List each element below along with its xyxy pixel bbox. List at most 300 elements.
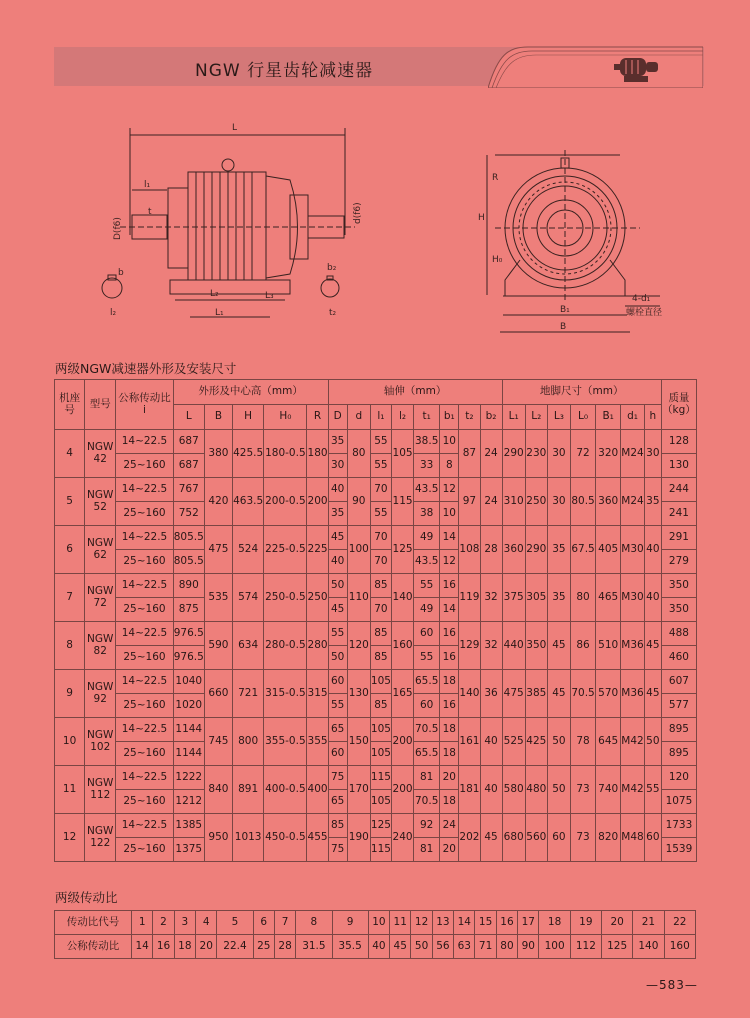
cell-L: 687 <box>173 454 204 478</box>
cell-l1: 70 <box>370 550 391 574</box>
main-section-title: 两级NGW减速器外形及安装尺寸 <box>55 361 237 376</box>
cell-mass: 895 <box>661 718 696 742</box>
cell-l1: 105 <box>370 790 391 814</box>
cell-L2: 425 <box>525 718 547 766</box>
cell-model: NGW 102 <box>85 718 116 766</box>
col-header: D <box>328 405 347 430</box>
cell-H0: 400-0.5 <box>264 766 307 814</box>
cell-mass: 291 <box>661 526 696 550</box>
cell-b1: 10 <box>440 430 459 454</box>
cell-l1: 115 <box>370 766 391 790</box>
cell-ratio: 14~22.5 <box>116 670 173 694</box>
cell-b2: 36 <box>480 670 502 718</box>
cell-d: 120 <box>347 622 370 670</box>
header-foot: 地脚尺寸（mm） <box>502 380 661 405</box>
label-L2: L₂ <box>210 289 219 299</box>
cell-mass: 1539 <box>661 838 696 862</box>
cell-t2: 108 <box>459 526 480 574</box>
cell-mass: 488 <box>661 622 696 646</box>
ratio-value-cell: 50 <box>411 935 432 959</box>
cell-B1: 320 <box>596 430 621 478</box>
cell-mass: 460 <box>661 646 696 670</box>
cell-l2: 200 <box>392 718 414 766</box>
cell-h: 40 <box>644 526 661 574</box>
table-row <box>55 430 697 454</box>
cell-L1: 475 <box>502 670 525 718</box>
cell-H0: 280-0.5 <box>264 622 307 670</box>
cell-l2: 200 <box>392 766 414 814</box>
ratio-code-cell: 5 <box>217 911 253 935</box>
label-t2: t₂ <box>329 308 337 318</box>
cell-b2: 32 <box>480 622 502 670</box>
cell-L: 805.5 <box>173 526 204 550</box>
cell-b1: 16 <box>440 622 459 646</box>
cell-l1: 55 <box>370 454 391 478</box>
cell-L3: 50 <box>547 766 570 814</box>
cell-L: 976.5 <box>173 622 204 646</box>
label-d1: 4-d₁ <box>632 294 651 304</box>
cell-ratio: 14~22.5 <box>116 718 173 742</box>
cell-mass: 577 <box>661 694 696 718</box>
cell-D: 50 <box>328 574 347 598</box>
cell-t1: 33 <box>414 454 440 478</box>
cell-frame: 5 <box>55 478 85 526</box>
cell-b1: 20 <box>440 766 459 790</box>
cell-H0: 200-0.5 <box>264 478 307 526</box>
cell-frame: 11 <box>55 766 85 814</box>
cell-t1: 43.5 <box>414 550 440 574</box>
cell-h: 30 <box>644 430 661 478</box>
cell-l2: 115 <box>392 478 414 526</box>
cell-l1: 70 <box>370 526 391 550</box>
cell-frame: 8 <box>55 622 85 670</box>
header-mass: 质量 （kg） <box>661 380 696 430</box>
cell-R: 355 <box>307 718 328 766</box>
ratio-row2-label: 公称传动比 <box>55 935 132 959</box>
cell-ratio: 14~22.5 <box>116 430 173 454</box>
cell-model: NGW 112 <box>85 766 116 814</box>
cell-mass: 895 <box>661 742 696 766</box>
cell-R: 250 <box>307 574 328 622</box>
ratio-code-cell: 9 <box>332 911 368 935</box>
cell-L3: 50 <box>547 718 570 766</box>
ratio-code-cell: 7 <box>274 911 295 935</box>
cell-D: 45 <box>328 526 347 550</box>
label-bolt: 螺栓直径 <box>626 308 663 318</box>
reducer-logo-icon <box>612 48 662 86</box>
table-row <box>55 526 697 550</box>
ratio-code-cell: 11 <box>390 911 411 935</box>
label-L: L <box>232 123 238 133</box>
ratio-value-cell: 18 <box>174 935 195 959</box>
cell-h: 35 <box>644 478 661 526</box>
cell-L: 752 <box>173 502 204 526</box>
cell-b2: 45 <box>480 814 502 862</box>
cell-l1: 70 <box>370 478 391 502</box>
cell-d1: M30 <box>621 574 645 622</box>
cell-d: 110 <box>347 574 370 622</box>
cell-mass: 350 <box>661 574 696 598</box>
cell-L: 976.5 <box>173 646 204 670</box>
cell-h: 55 <box>644 766 661 814</box>
ratio-section-title: 两级传动比 <box>55 890 118 905</box>
cell-H0: 450-0.5 <box>264 814 307 862</box>
ratio-value-cell: 56 <box>432 935 453 959</box>
cell-h: 45 <box>644 670 661 718</box>
ratio-code-cell: 14 <box>454 911 475 935</box>
ratio-code-cell: 3 <box>174 911 195 935</box>
ratio-table <box>54 910 696 959</box>
table-row <box>55 766 697 790</box>
cell-L0: 86 <box>570 622 595 670</box>
cell-b2: 32 <box>480 574 502 622</box>
ratio-code-cell: 22 <box>664 911 695 935</box>
cell-t1: 60 <box>414 694 440 718</box>
cell-L3: 45 <box>547 670 570 718</box>
ratio-code-cell: 1 <box>132 911 153 935</box>
cell-mass: 1075 <box>661 790 696 814</box>
cell-t2: 161 <box>459 718 480 766</box>
cell-L1: 440 <box>502 622 525 670</box>
cell-L1: 375 <box>502 574 525 622</box>
cell-L3: 30 <box>547 430 570 478</box>
ratio-value-cell: 112 <box>570 935 601 959</box>
ratio-row-value <box>55 935 696 959</box>
cell-model: NGW 72 <box>85 574 116 622</box>
cell-frame: 7 <box>55 574 85 622</box>
cell-t1: 55 <box>414 646 440 670</box>
ratio-code-cell: 17 <box>518 911 539 935</box>
cell-mass: 607 <box>661 670 696 694</box>
ratio-code-cell: 13 <box>432 911 453 935</box>
header-swoosh <box>488 45 703 88</box>
cell-H: 634 <box>233 622 264 670</box>
cell-B: 475 <box>204 526 232 574</box>
page-title: NGW 行星齿轮减速器 <box>195 61 374 81</box>
ratio-code-cell: 10 <box>368 911 389 935</box>
cell-D: 40 <box>328 478 347 502</box>
cell-L1: 310 <box>502 478 525 526</box>
cell-L3: 60 <box>547 814 570 862</box>
cell-H: 425.5 <box>233 430 264 478</box>
cell-D: 75 <box>328 838 347 862</box>
cell-L: 1040 <box>173 670 204 694</box>
cell-l1: 105 <box>370 718 391 742</box>
col-header: H₀ <box>264 405 307 430</box>
cell-L: 687 <box>173 430 204 454</box>
cell-b1: 18 <box>440 742 459 766</box>
col-header: H <box>233 405 264 430</box>
cell-D: 30 <box>328 454 347 478</box>
cell-L1: 580 <box>502 766 525 814</box>
cell-d1: M42 <box>621 766 645 814</box>
cell-B1: 405 <box>596 526 621 574</box>
label-B1: B₁ <box>560 305 570 315</box>
cell-t2: 87 <box>459 430 480 478</box>
cell-L: 767 <box>173 478 204 502</box>
cell-l1: 85 <box>370 646 391 670</box>
cell-L2: 480 <box>525 766 547 814</box>
cell-B: 950 <box>204 814 232 862</box>
cell-b2: 28 <box>480 526 502 574</box>
cell-ratio: 25~160 <box>116 550 173 574</box>
cell-L: 1144 <box>173 718 204 742</box>
header-dims: 外形及中心高（mm） <box>173 380 328 405</box>
cell-H0: 180-0.5 <box>264 430 307 478</box>
cell-model: NGW 122 <box>85 814 116 862</box>
cell-l2: 105 <box>392 430 414 478</box>
label-l1: l₁ <box>144 180 151 190</box>
ratio-code-cell: 21 <box>633 911 664 935</box>
ratio-code-cell: 20 <box>602 911 633 935</box>
cell-L2: 230 <box>525 430 547 478</box>
cell-L0: 78 <box>570 718 595 766</box>
cell-R: 315 <box>307 670 328 718</box>
cell-B: 380 <box>204 430 232 478</box>
table-row <box>55 622 697 646</box>
cell-ratio: 25~160 <box>116 598 173 622</box>
cell-L3: 45 <box>547 622 570 670</box>
col-header: h <box>644 405 661 430</box>
col-header: l₂ <box>392 405 414 430</box>
cell-D: 45 <box>328 598 347 622</box>
cell-t2: 202 <box>459 814 480 862</box>
cell-L: 805.5 <box>173 550 204 574</box>
cell-B1: 570 <box>596 670 621 718</box>
cell-mass: 1733 <box>661 814 696 838</box>
header-ratio: 公称传动比 i <box>116 380 173 430</box>
cell-model: NGW 92 <box>85 670 116 718</box>
col-header: B <box>204 405 232 430</box>
cell-b1: 10 <box>440 502 459 526</box>
ratio-code-cell: 4 <box>196 911 217 935</box>
cell-h: 45 <box>644 622 661 670</box>
cell-ratio: 14~22.5 <box>116 526 173 550</box>
cell-d1: M36 <box>621 670 645 718</box>
col-header: b₁ <box>440 405 459 430</box>
cell-D: 85 <box>328 814 347 838</box>
cell-b1: 8 <box>440 454 459 478</box>
cell-H: 891 <box>233 766 264 814</box>
cell-t1: 70.5 <box>414 718 440 742</box>
cell-b1: 16 <box>440 574 459 598</box>
cell-d: 150 <box>347 718 370 766</box>
cell-model: NGW 42 <box>85 430 116 478</box>
cell-D: 35 <box>328 502 347 526</box>
header-frame: 机座号 <box>55 380 85 430</box>
col-header: L <box>173 405 204 430</box>
ratio-code-cell: 16 <box>496 911 517 935</box>
cell-l1: 55 <box>370 502 391 526</box>
col-header: d₁ <box>621 405 645 430</box>
cell-t1: 70.5 <box>414 790 440 814</box>
cell-l1: 115 <box>370 838 391 862</box>
table-row <box>55 814 697 838</box>
cell-ratio: 25~160 <box>116 694 173 718</box>
cell-l1: 55 <box>370 430 391 454</box>
ratio-value-cell: 90 <box>518 935 539 959</box>
cell-ratio: 14~22.5 <box>116 766 173 790</box>
cell-frame: 6 <box>55 526 85 574</box>
ratio-value-cell: 140 <box>633 935 664 959</box>
cell-t1: 92 <box>414 814 440 838</box>
cell-h: 40 <box>644 574 661 622</box>
cell-L2: 290 <box>525 526 547 574</box>
cell-ratio: 14~22.5 <box>116 622 173 646</box>
cell-L0: 72 <box>570 430 595 478</box>
cell-L2: 305 <box>525 574 547 622</box>
ratio-value-cell: 125 <box>602 935 633 959</box>
cell-B: 590 <box>204 622 232 670</box>
cell-model: NGW 82 <box>85 622 116 670</box>
ratio-value-cell: 16 <box>153 935 174 959</box>
cell-model: NGW 52 <box>85 478 116 526</box>
cell-b1: 18 <box>440 670 459 694</box>
cell-d1: M42 <box>621 718 645 766</box>
cell-frame: 4 <box>55 430 85 478</box>
cell-d: 170 <box>347 766 370 814</box>
col-header: l₁ <box>370 405 391 430</box>
cell-H0: 355-0.5 <box>264 718 307 766</box>
cell-t2: 140 <box>459 670 480 718</box>
ratio-row-code <box>55 911 696 935</box>
cell-d1: M24 <box>621 478 645 526</box>
cell-d1: M48 <box>621 814 645 862</box>
cell-L3: 30 <box>547 478 570 526</box>
cell-L: 1222 <box>173 766 204 790</box>
cell-mass: 130 <box>661 454 696 478</box>
cell-b2: 40 <box>480 766 502 814</box>
ratio-code-cell: 12 <box>411 911 432 935</box>
cell-t1: 49 <box>414 526 440 550</box>
cell-L2: 385 <box>525 670 547 718</box>
cell-b1: 20 <box>440 838 459 862</box>
cell-H: 1013 <box>233 814 264 862</box>
cell-b1: 14 <box>440 526 459 550</box>
cell-d: 130 <box>347 670 370 718</box>
cell-t2: 181 <box>459 766 480 814</box>
ratio-code-cell: 15 <box>475 911 496 935</box>
cell-b1: 18 <box>440 790 459 814</box>
ratio-value-cell: 35.5 <box>332 935 368 959</box>
cell-b1: 12 <box>440 478 459 502</box>
label-H0: H₀ <box>492 255 503 265</box>
cell-l2: 160 <box>392 622 414 670</box>
cell-D: 75 <box>328 766 347 790</box>
cell-ratio: 25~160 <box>116 742 173 766</box>
ratio-value-cell: 22.4 <box>217 935 253 959</box>
cell-l2: 125 <box>392 526 414 574</box>
page-number: —583— <box>646 978 698 992</box>
ratio-code-cell: 19 <box>570 911 601 935</box>
ratio-code-cell: 8 <box>296 911 332 935</box>
col-header: L₁ <box>502 405 525 430</box>
col-header: b₂ <box>480 405 502 430</box>
cell-L: 1375 <box>173 838 204 862</box>
ratio-value-cell: 160 <box>664 935 695 959</box>
cell-b2: 24 <box>480 430 502 478</box>
cell-l1: 105 <box>370 742 391 766</box>
cell-B: 745 <box>204 718 232 766</box>
cell-ratio: 14~22.5 <box>116 814 173 838</box>
cell-D: 60 <box>328 742 347 766</box>
cell-b1: 18 <box>440 718 459 742</box>
cell-B1: 820 <box>596 814 621 862</box>
cell-l1: 85 <box>370 694 391 718</box>
cell-b1: 24 <box>440 814 459 838</box>
cell-t1: 81 <box>414 766 440 790</box>
cell-L0: 80.5 <box>570 478 595 526</box>
cell-H0: 225-0.5 <box>264 526 307 574</box>
ratio-value-cell: 31.5 <box>296 935 332 959</box>
cell-ratio: 25~160 <box>116 790 173 814</box>
label-b2: b₂ <box>327 263 337 273</box>
cell-D: 55 <box>328 694 347 718</box>
cell-t2: 119 <box>459 574 480 622</box>
cell-model: NGW 62 <box>85 526 116 574</box>
cell-b1: 12 <box>440 550 459 574</box>
cell-D: 55 <box>328 622 347 646</box>
table-row <box>55 718 697 742</box>
cell-H: 721 <box>233 670 264 718</box>
cell-b1: 16 <box>440 694 459 718</box>
cell-ratio: 25~160 <box>116 454 173 478</box>
cell-ratio: 25~160 <box>116 502 173 526</box>
cell-H0: 315-0.5 <box>264 670 307 718</box>
cell-L: 1212 <box>173 790 204 814</box>
label-d: d(f6) <box>353 202 363 224</box>
cell-D: 40 <box>328 550 347 574</box>
cell-t1: 81 <box>414 838 440 862</box>
cell-B: 840 <box>204 766 232 814</box>
cell-R: 225 <box>307 526 328 574</box>
cell-mass: 120 <box>661 766 696 790</box>
cell-d: 190 <box>347 814 370 862</box>
cell-H: 524 <box>233 526 264 574</box>
cell-ratio: 14~22.5 <box>116 574 173 598</box>
cell-L0: 67.5 <box>570 526 595 574</box>
cell-d: 100 <box>347 526 370 574</box>
col-header: t₁ <box>414 405 440 430</box>
label-R: R <box>492 173 499 183</box>
cell-mass: 241 <box>661 502 696 526</box>
cell-L1: 360 <box>502 526 525 574</box>
ratio-code-cell: 6 <box>253 911 274 935</box>
ratio-value-cell: 40 <box>368 935 389 959</box>
cell-B1: 740 <box>596 766 621 814</box>
table-row <box>55 574 697 598</box>
ratio-row1-label: 传动比代号 <box>55 911 132 935</box>
cell-mass: 279 <box>661 550 696 574</box>
cell-d1: M24 <box>621 430 645 478</box>
ratio-value-cell: 45 <box>390 935 411 959</box>
cell-ratio: 14~22.5 <box>116 478 173 502</box>
col-header: R <box>307 405 328 430</box>
cell-H: 800 <box>233 718 264 766</box>
cell-d1: M30 <box>621 526 645 574</box>
cell-L0: 73 <box>570 814 595 862</box>
cell-l1: 105 <box>370 670 391 694</box>
cell-L2: 350 <box>525 622 547 670</box>
col-header: L₃ <box>547 405 570 430</box>
cell-l1: 85 <box>370 622 391 646</box>
ratio-value-cell: 63 <box>454 935 475 959</box>
cell-L2: 250 <box>525 478 547 526</box>
cell-l2: 140 <box>392 574 414 622</box>
cell-t1: 60 <box>414 622 440 646</box>
cell-frame: 12 <box>55 814 85 862</box>
ratio-value-cell: 80 <box>496 935 517 959</box>
